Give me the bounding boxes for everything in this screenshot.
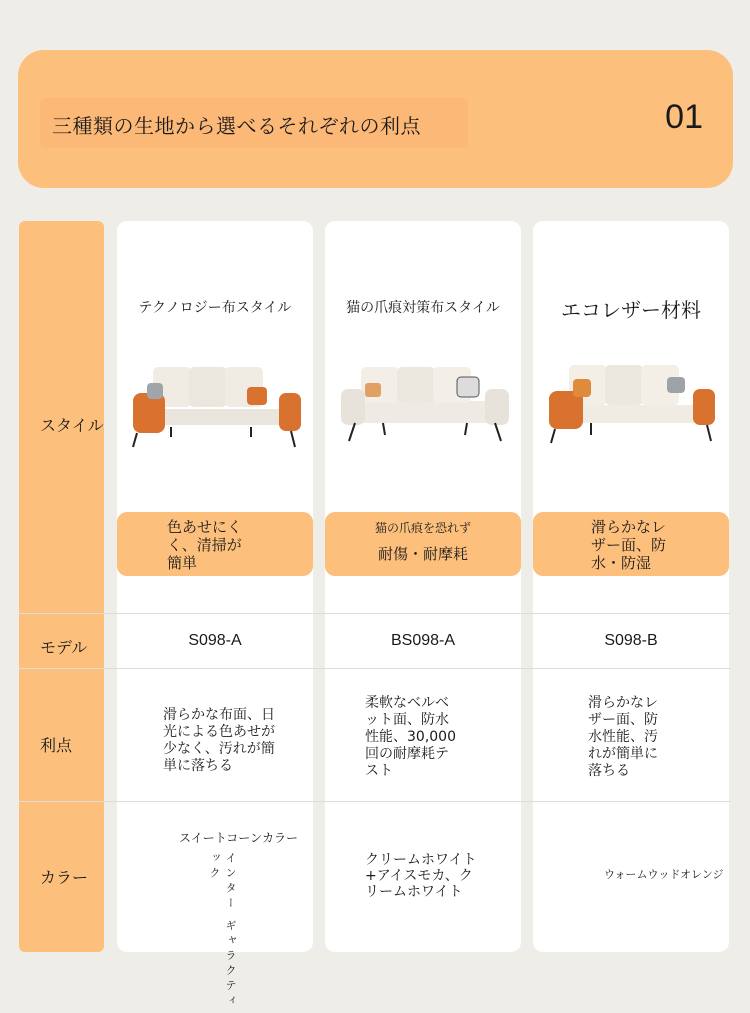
benefit-line: 滑らかな布面、日 — [163, 707, 275, 723]
model-number: S098-A — [188, 632, 242, 649]
feature-line: 猫の爪痕を恐れず — [374, 521, 471, 535]
product-card-eco-leather — [533, 221, 729, 952]
benefit-line: ット面、防水 — [365, 712, 449, 728]
row-label-column — [19, 221, 104, 952]
feature-line: 水・防湿 — [591, 554, 652, 572]
feature-line: 滑らかなレ — [591, 518, 667, 536]
feature-highlight — [117, 512, 313, 576]
feature-line: 色あせにく — [167, 518, 243, 536]
model-number: BS098-A — [390, 632, 456, 649]
row-divider — [19, 801, 731, 802]
model-number: S098-B — [604, 632, 658, 649]
sofa-image — [131, 361, 301, 451]
benefit-line: ザー面、防 — [588, 712, 658, 728]
feature-highlight — [533, 512, 729, 576]
feature-highlight — [325, 512, 521, 576]
feature-line: 耐傷・耐摩耗 — [377, 545, 468, 563]
benefit-line: スト — [365, 763, 393, 779]
product-card-tech-fabric — [117, 221, 313, 952]
benefit-line: 光による色あせが — [163, 724, 275, 740]
feature-line: ザー面、防 — [591, 536, 667, 554]
row-label-style: スタイル — [40, 416, 104, 435]
benefit-line: 水性能、汚 — [588, 729, 658, 745]
row-label-model: モデル — [40, 638, 88, 657]
benefit-line: 性能、30,000 — [365, 729, 456, 745]
product-card-cat-proof-fabric — [325, 221, 521, 952]
benefit-line: 柔軟なベルベ — [365, 695, 449, 711]
banner-number: 01 — [665, 98, 703, 136]
style-title: 猫の爪痕対策布スタイル — [346, 300, 500, 316]
row-divider — [19, 613, 731, 614]
style-title: エコレザー材料 — [561, 298, 701, 322]
banner-title: 三種類の生地から選べるそれぞれの利点 — [52, 114, 421, 138]
header-banner — [18, 50, 733, 188]
benefit-line: 単に落ちる — [163, 758, 233, 774]
feature-line: 簡単 — [167, 554, 198, 572]
color-name: スイートコーンカラー — [179, 831, 299, 845]
sofa-image — [339, 361, 509, 451]
row-label-benefit: 利点 — [40, 736, 73, 755]
color-line: リームホワイト — [365, 884, 463, 900]
benefit-line: 回の耐摩耗テ — [365, 746, 449, 762]
benefit-line: れが簡単に — [588, 746, 658, 762]
row-label-color: カラー — [40, 868, 89, 887]
color-line: +アイスモカ、ク — [365, 868, 473, 884]
sofa-image — [547, 361, 717, 451]
color-name: ウォームウッドオレンジ — [604, 868, 724, 881]
color-line: クリームホワイト — [365, 852, 477, 868]
benefit-line: 落ちる — [588, 763, 630, 779]
row-divider — [19, 668, 731, 669]
benefit-line: 滑らかなレ — [588, 695, 658, 711]
color-name-vertical: インター ギャラクティック — [208, 852, 237, 1010]
feature-line: く、清掃が — [167, 536, 242, 554]
style-title: テクノロジー布スタイル — [138, 300, 292, 316]
benefit-line: 少なく、汚れが簡 — [163, 741, 275, 757]
